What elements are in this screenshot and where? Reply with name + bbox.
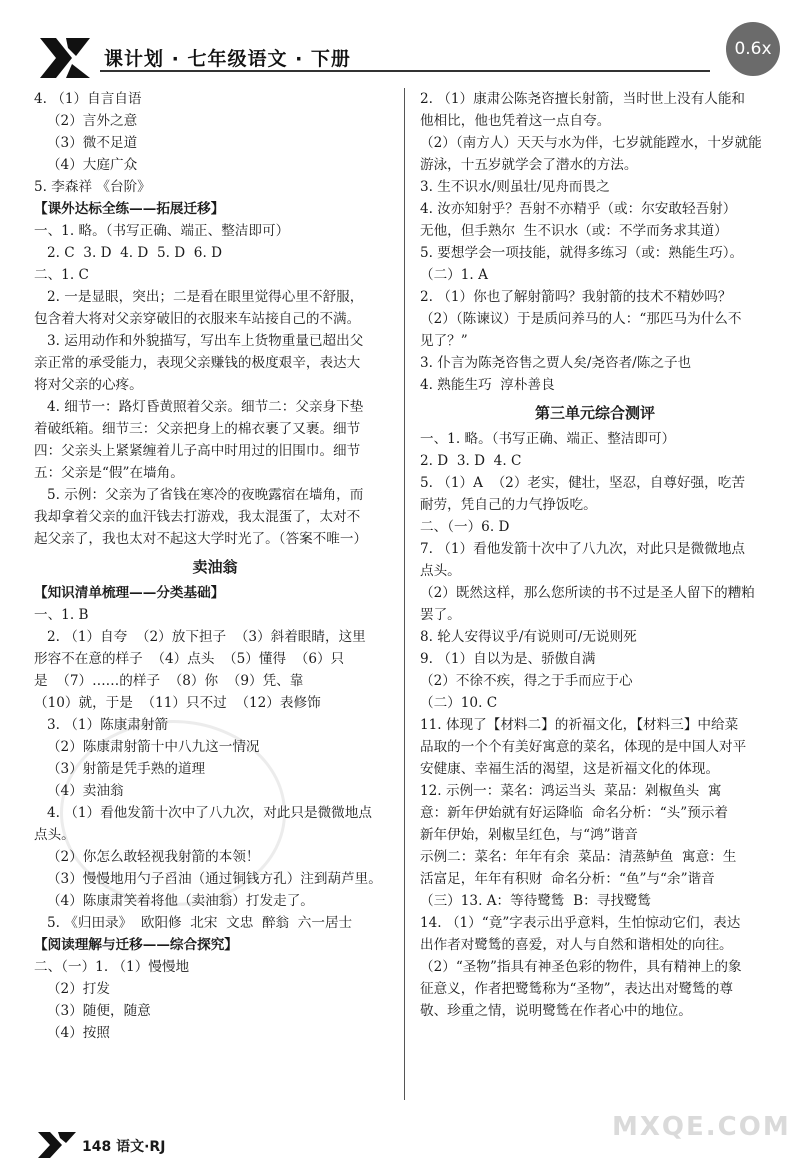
right-text-line: 意：新年伊始就有好运降临 命名分析：“头”预示着: [420, 805, 729, 821]
right-text-line: 见了？”: [420, 333, 468, 349]
site-watermark: MXQE.COM: [612, 1112, 791, 1142]
left-text-line: 二、（一）1. （1）慢慢地: [34, 959, 190, 975]
left-text-line: 着破纸箱。细节三：父亲把身上的棉衣裹了又裹。细节: [34, 421, 361, 437]
right-column: [420, 88, 770, 1022]
right-text-line: 安健康、幸福生活的渴望，这是祈福文化的体现。: [420, 761, 720, 777]
left-text-line: 3. 运用动作和外貌描写，写出车上货物重量已超出父: [34, 333, 364, 349]
right-text-line: 3. 仆言为陈尧咨售之贾人矣/尧咨者/陈之子也: [420, 355, 692, 371]
left-text-line: （10）就，于是 （11）只不过 （12）表修饰: [34, 695, 321, 711]
left-section-heading: 【课外达标全练——拓展迁移】: [34, 201, 225, 217]
right-text-line: 出作者对鹭鸶的喜爱，对人与自然和谐相处的向往。: [420, 937, 733, 953]
left-text-line: 4. （1）自言自语: [34, 91, 142, 107]
left-text-line: （3）射箭是凭手熟的道理: [34, 761, 206, 777]
footer-logo-icon: [36, 1130, 78, 1160]
right-text-line: （2）“圣物”指具有神圣色彩的物件，具有精神上的象: [420, 959, 742, 975]
right-text-line: 2. （1）你也了解射箭吗？我射箭的技术不精妙吗？: [420, 289, 732, 305]
left-text-line: 一、1. 略。（书写正确、端正、整洁即可）: [34, 223, 290, 239]
left-text-line: （4）陈康肃笑着将他（卖油翁）打发走了。: [34, 893, 314, 909]
right-text-line: （三）13. A：等待鹭鸶 B：寻找鹭鸶: [420, 893, 652, 909]
left-text-line: 2. （1）自夸 （2）放下担子 （3）斜着眼睛，这里: [34, 629, 366, 645]
right-text-line: 活富足，年年有积财 命名分析：“鱼”与“余”谐音: [420, 871, 715, 887]
left-text-line: 点头。: [34, 827, 75, 843]
left-text-line: 二、1. C: [34, 267, 89, 283]
left-text-line: 包含着大将对父亲穿破旧的衣服来车站接自己的不满。: [34, 311, 361, 327]
left-text-line: （2）你怎么敢轻视我射箭的本领！: [34, 849, 260, 865]
left-text-line: 形容不在意的样子 （4）点头 （5）懂得 （6）只: [34, 651, 345, 667]
right-text-line: （2）（陈谏议）于是质问养马的人：“那匹马为什么不: [420, 311, 742, 327]
right-text-line: （2）（南方人）天天与水为伴，七岁就能蹚水，十岁就能: [420, 135, 762, 151]
left-text-line: 3. （1）陈康肃射箭: [34, 717, 169, 733]
right-text-line: 点头。: [420, 563, 461, 579]
right-text-line: 7. （1）看他发箭十次中了八九次，对此只是微微地点: [420, 541, 746, 557]
left-text-line: 4. 细节一：路灯昏黄照着父亲。细节二：父亲身下垫: [34, 399, 364, 415]
left-text-line: 5. 李森祥 《台阶》: [34, 179, 151, 195]
left-text-line: （2）陈康肃射箭十中八九这一情况: [34, 739, 260, 755]
book-title: 课计划 · 七年级语文 · 下册: [104, 48, 351, 70]
left-text-line: 5. 示例：父亲为了省钱在寒冷的夜晚露宿在墙角，而: [34, 487, 364, 503]
right-text-line: 4. 熟能生巧 淳朴善良: [420, 377, 555, 393]
left-text-line: （3）随便，随意: [34, 1003, 151, 1019]
right-text-line: 罢了。: [420, 607, 461, 623]
left-text-line: （3）微不足道: [34, 135, 138, 151]
left-text-line: 我却拿着父亲的血汗钱去打游戏，我太混蛋了，太对不: [34, 509, 361, 525]
right-text-line: （2）不徐不疾，得之于手而应于心: [420, 673, 633, 689]
right-text-line: 11. 体现了【材料二】的祈福文化，【材料三】中给菜: [420, 717, 739, 733]
left-text-line: 2. C 3. D 4. D 5. D 6. D: [34, 245, 222, 261]
page-footer: [36, 1130, 236, 1160]
right-text-line: 3. 生不识水/则虽壮/见舟而畏之: [420, 179, 610, 195]
left-text-line: （4）按照: [34, 1025, 110, 1041]
left-text-line: （4）卖油翁: [34, 783, 124, 799]
left-text-line: 将对父亲的心疼。: [34, 377, 143, 393]
left-text-line: 五：父亲是“假”在墙角。: [34, 465, 184, 481]
page-header: [0, 0, 800, 80]
right-text-line: 耐劳，凭自己的力气挣饭吃。: [420, 497, 597, 513]
left-text-line: 一、1. B: [34, 607, 89, 623]
brand-logo-icon: [36, 34, 94, 80]
right-text-line: 无他，但手熟尔 生不识水（或：不学而务求其道）: [420, 223, 728, 239]
left-text-line: （2）言外之意: [34, 113, 138, 129]
right-text-line: 5. （1）A （2）老实，健壮，坚忍，自尊好强，吃苦: [420, 475, 745, 491]
left-text-line: 4. （1）看他发箭十次中了八九次，对此只是微微地点: [34, 805, 372, 821]
left-column: [34, 88, 396, 1044]
right-text-line: （二）1. A: [420, 267, 488, 283]
left-text-line: 5. 《归田录》 欧阳修 北宋 文忠 醉翁 六一居士: [34, 915, 353, 931]
left-section-heading: 【阅读理解与迁移——综合探究】: [34, 937, 238, 953]
header-rule: [100, 70, 710, 72]
right-text-line: 8. 轮人安得议乎/有说则可/无说则死: [420, 629, 637, 645]
left-text-line: 2. 一是显眼，突出；二是看在眼里觉得心里不舒服，: [34, 289, 364, 305]
page-number: 148 语文·RJ: [82, 1139, 166, 1155]
right-text-line: 品取的一个个有美好寓意的菜名，体现的是中国人对平: [420, 739, 747, 755]
left-text-line: 亲正常的承受能力，表现父亲赚钱的极度艰辛，表达大: [34, 355, 361, 371]
right-text-line: 4. 汝亦知射乎？吾射不亦精乎（或：尔安敢轻吾射）: [420, 201, 737, 217]
right-text-line: 14. （1）“竟”字表示出乎意料，生怕惊动它们，表达: [420, 915, 741, 931]
left-text-line: （4）大庭广众: [34, 157, 138, 173]
right-text-line: 2. D 3. D 4. C: [420, 453, 522, 469]
left-text-line: （2）打发: [34, 981, 110, 997]
column-divider: [404, 88, 405, 1100]
right-text-line: 二、（一）6. D: [420, 519, 510, 535]
right-text-line: 他相比，他也凭着这一点自夸。: [420, 113, 611, 129]
right-text-line: 新年伊始，剁椒呈红色，与“鸿”谐音: [420, 827, 638, 843]
right-section-title: 第三单元综合测评: [534, 404, 655, 422]
right-text-line: 9. （1）自以为是、骄傲自满: [420, 651, 596, 667]
right-text-line: 敬、珍重之情，说明鹭鸶在作者心中的地位。: [420, 1003, 692, 1019]
left-text-line: 四：父亲头上紧紧缠着儿子高中时用过的旧围巾。细节: [34, 443, 361, 459]
left-section-heading: 【知识清单梳理——分类基础】: [34, 585, 225, 601]
right-text-line: （2）既然这样，那么您所读的书不过是圣人留下的糟粕: [420, 585, 755, 601]
right-text-line: （二）10. C: [420, 695, 498, 711]
left-text-line: （3）慢慢地用勺子舀油（通过铜钱方孔）注到葫芦里。: [34, 871, 382, 887]
right-text-line: 12. 示例一：菜名：鸿运当头 菜品：剁椒鱼头 寓: [420, 783, 722, 799]
right-text-line: 示例二：菜名：年年有余 菜品：清蒸鲈鱼 寓意：生: [420, 849, 737, 865]
right-text-line: 一、1. 略。（书写正确、端正、整洁即可）: [420, 431, 676, 447]
left-text-line: 起父亲了，我也太对不起这大学时光了。（答案不唯一）: [34, 531, 368, 547]
zoom-level-badge[interactable]: 0.6x: [726, 22, 780, 76]
right-text-line: 游泳，十五岁就学会了潜水的方法。: [420, 157, 638, 173]
left-section-title: 卖油翁: [192, 558, 238, 576]
left-text-line: 是 （7）……的样子 （8）你 （9）凭、靠: [34, 673, 304, 689]
right-text-line: 征意义，作者把鹭鸶称为“圣物”，表达出对鹭鸶的尊: [420, 981, 733, 997]
right-text-line: 5. 要想学会一项技能，就得多练习（或：熟能生巧）。: [420, 245, 744, 261]
right-text-line: 2. （1）康肃公陈尧咨擅长射箭，当时世上没有人能和: [420, 91, 746, 107]
